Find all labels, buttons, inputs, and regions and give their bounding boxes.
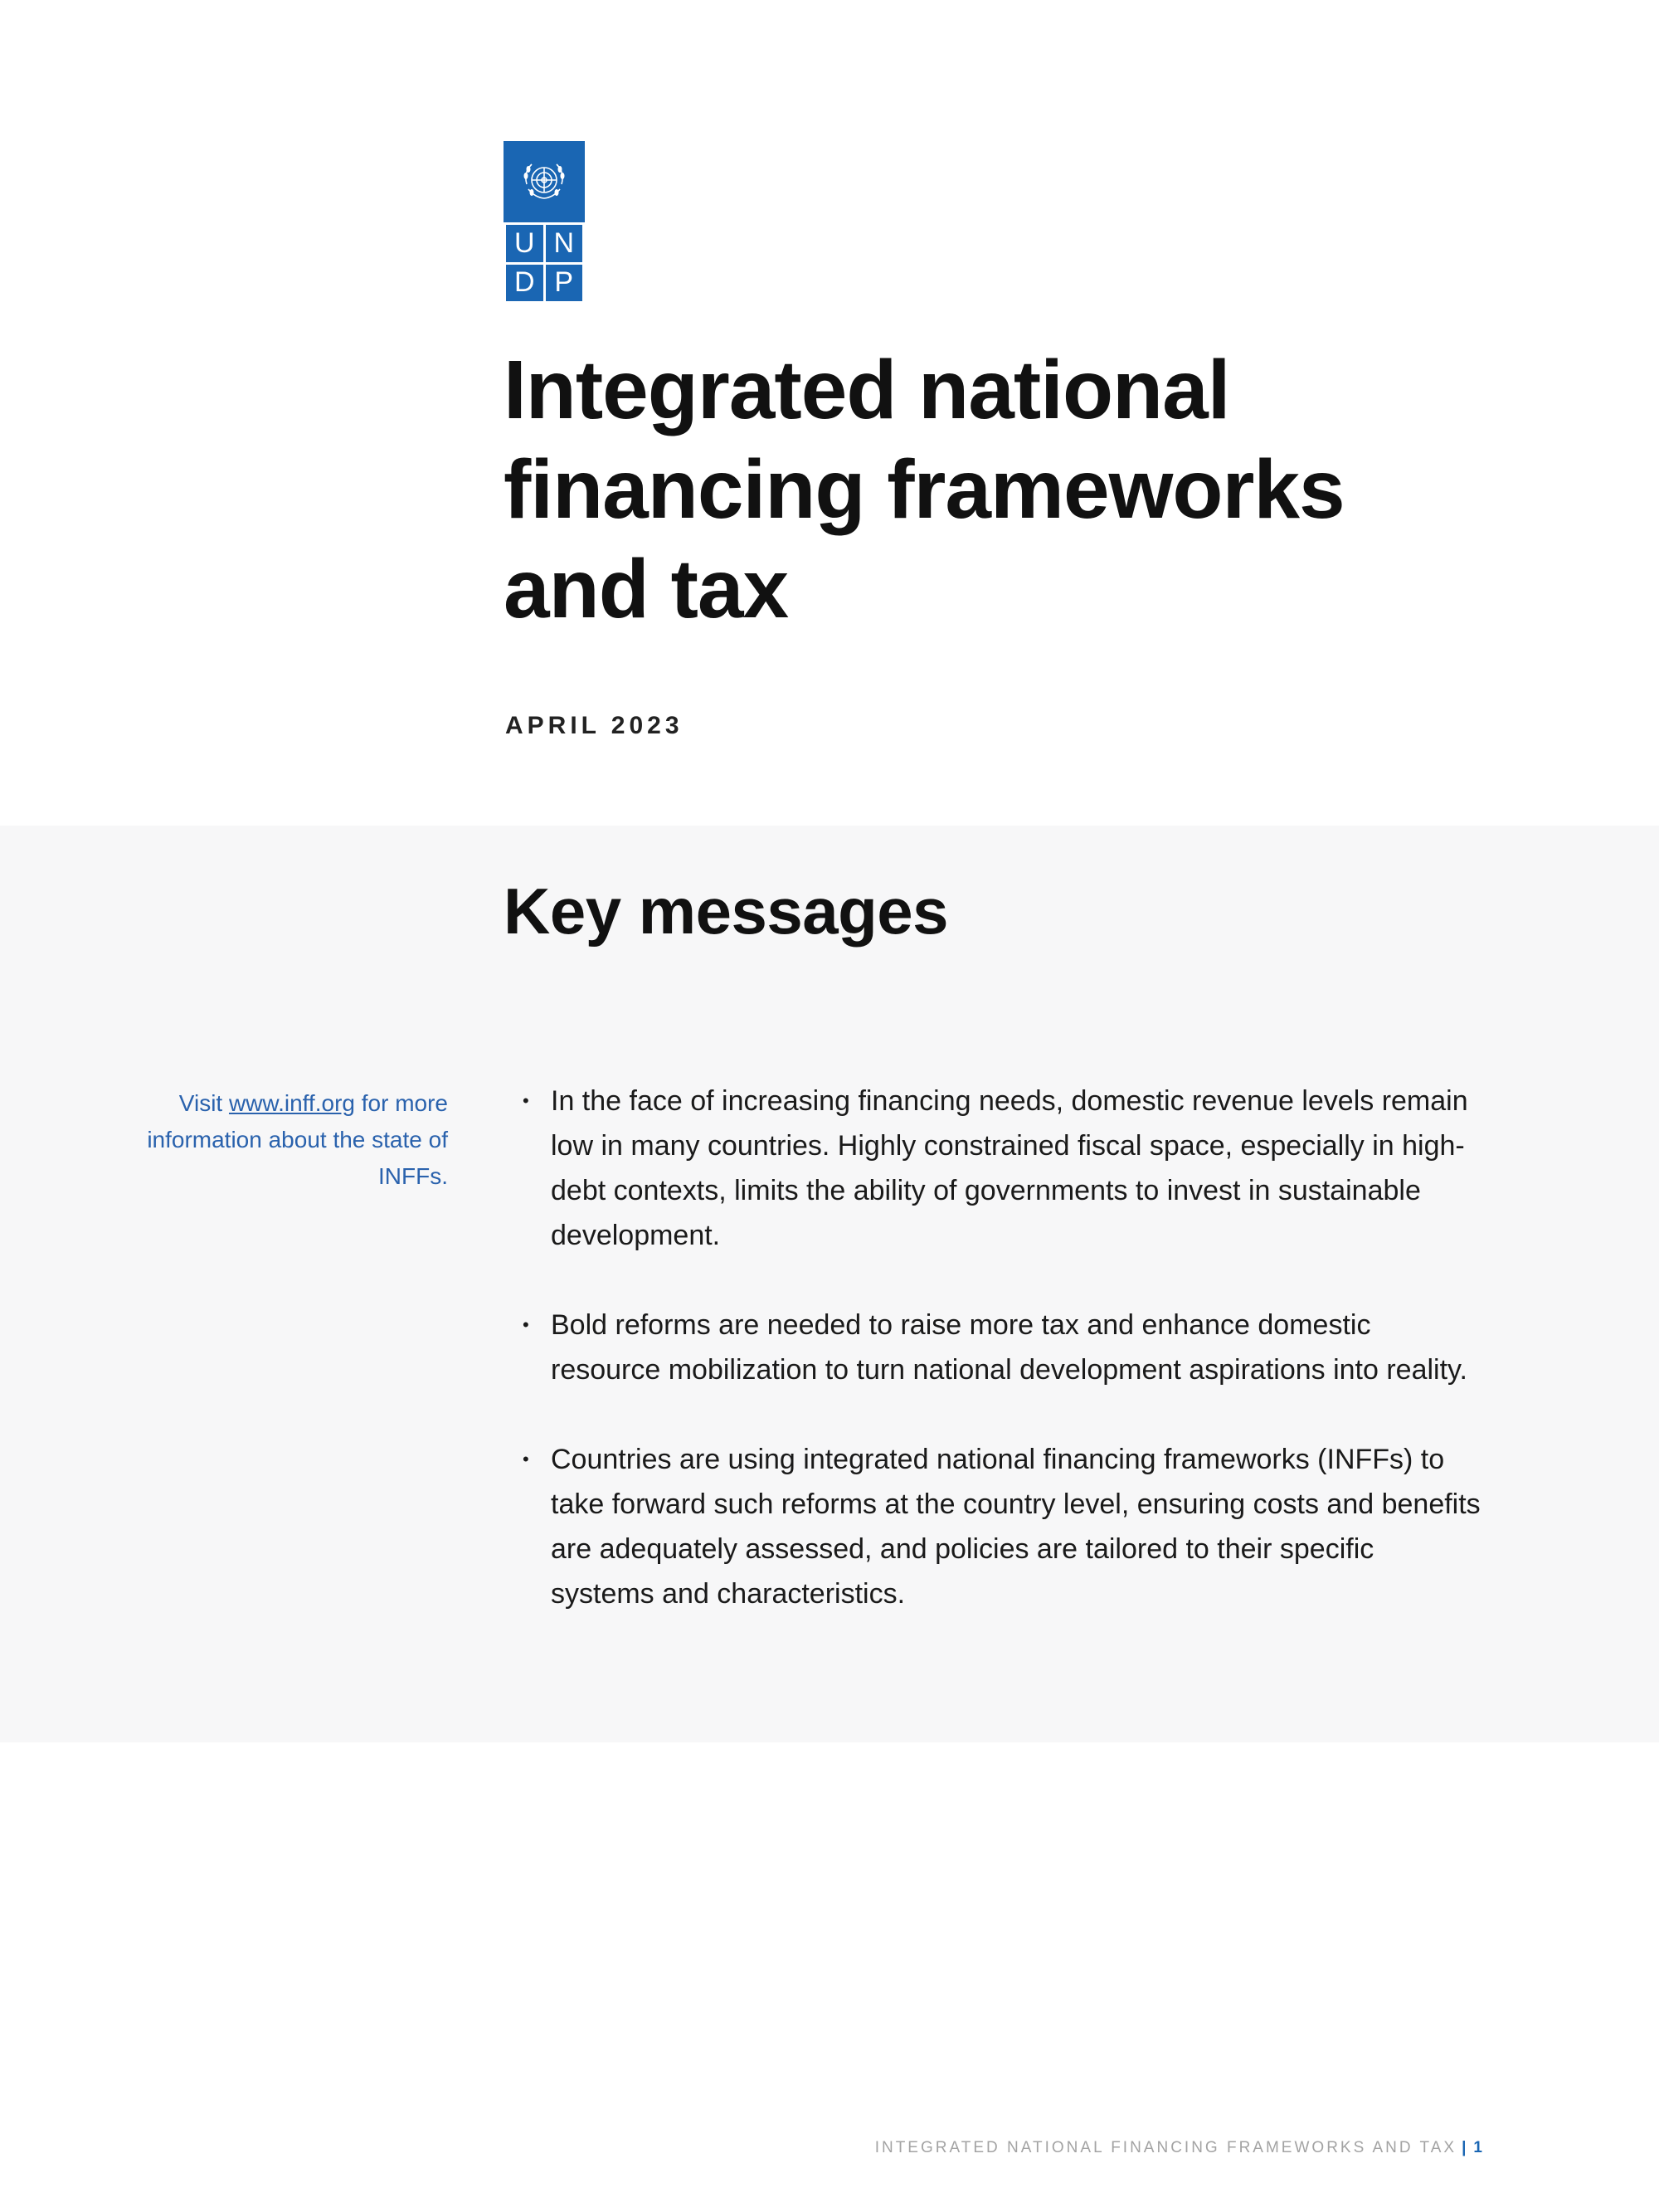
bullet-icon: • [523,1090,529,1111]
title-line: and tax [504,543,789,636]
key-messages-list [523,1079,1485,1661]
logo-letter: U [506,225,543,262]
list-item [523,1303,1485,1392]
footer-separator: | [1462,2139,1469,2156]
title-line: Integrated national [504,343,1230,436]
sidenote-prefix: Visit [178,1090,229,1116]
logo-letter: D [506,265,543,302]
bullet-icon: • [523,1449,529,1469]
key-message-text: In the face of increasing financing needs, domestic revenue levels remain low in many countries. Highly constrained fiscal space, especially in high-debt contexts, limits the ability of governments to invest in sustainable development. [551,1085,1468,1251]
list-item [523,1079,1485,1258]
page-number: 1 [1473,2139,1485,2156]
bullet-icon: • [523,1314,529,1335]
logo-letter: N [546,225,583,262]
running-title: INTEGRATED NATIONAL FINANCING FRAMEWORKS AND TAX [874,2139,1457,2156]
logo-letter: P [546,265,583,302]
page-footer [875,2139,1485,2157]
un-emblem-icon [504,141,585,222]
list-item [523,1437,1485,1616]
document-title [504,340,1416,639]
sidenote-suffix: for more information about the state of INFFs. [147,1090,448,1189]
key-messages-heading: Key messages [504,875,949,948]
undp-logo [504,141,585,304]
key-message-text: Countries are using integrated national financing frameworks (INFFs) to take forward such reforms at the country level, ensuring costs and benefits are adequately assessed, and policies are tailored to their specific systems and characteristics. [551,1444,1481,1610]
inff-website-link[interactable]: www.inff.org [228,1090,355,1116]
publication-date: APRIL 2023 [505,712,684,739]
key-message-text: Bold reforms are needed to raise more tax and enhance domestic resource mobilization to turn national development aspirations into reality. [551,1309,1467,1386]
sidenote [124,1085,448,1195]
title-line: financing frameworks [504,443,1345,536]
undp-letter-grid [504,222,585,304]
